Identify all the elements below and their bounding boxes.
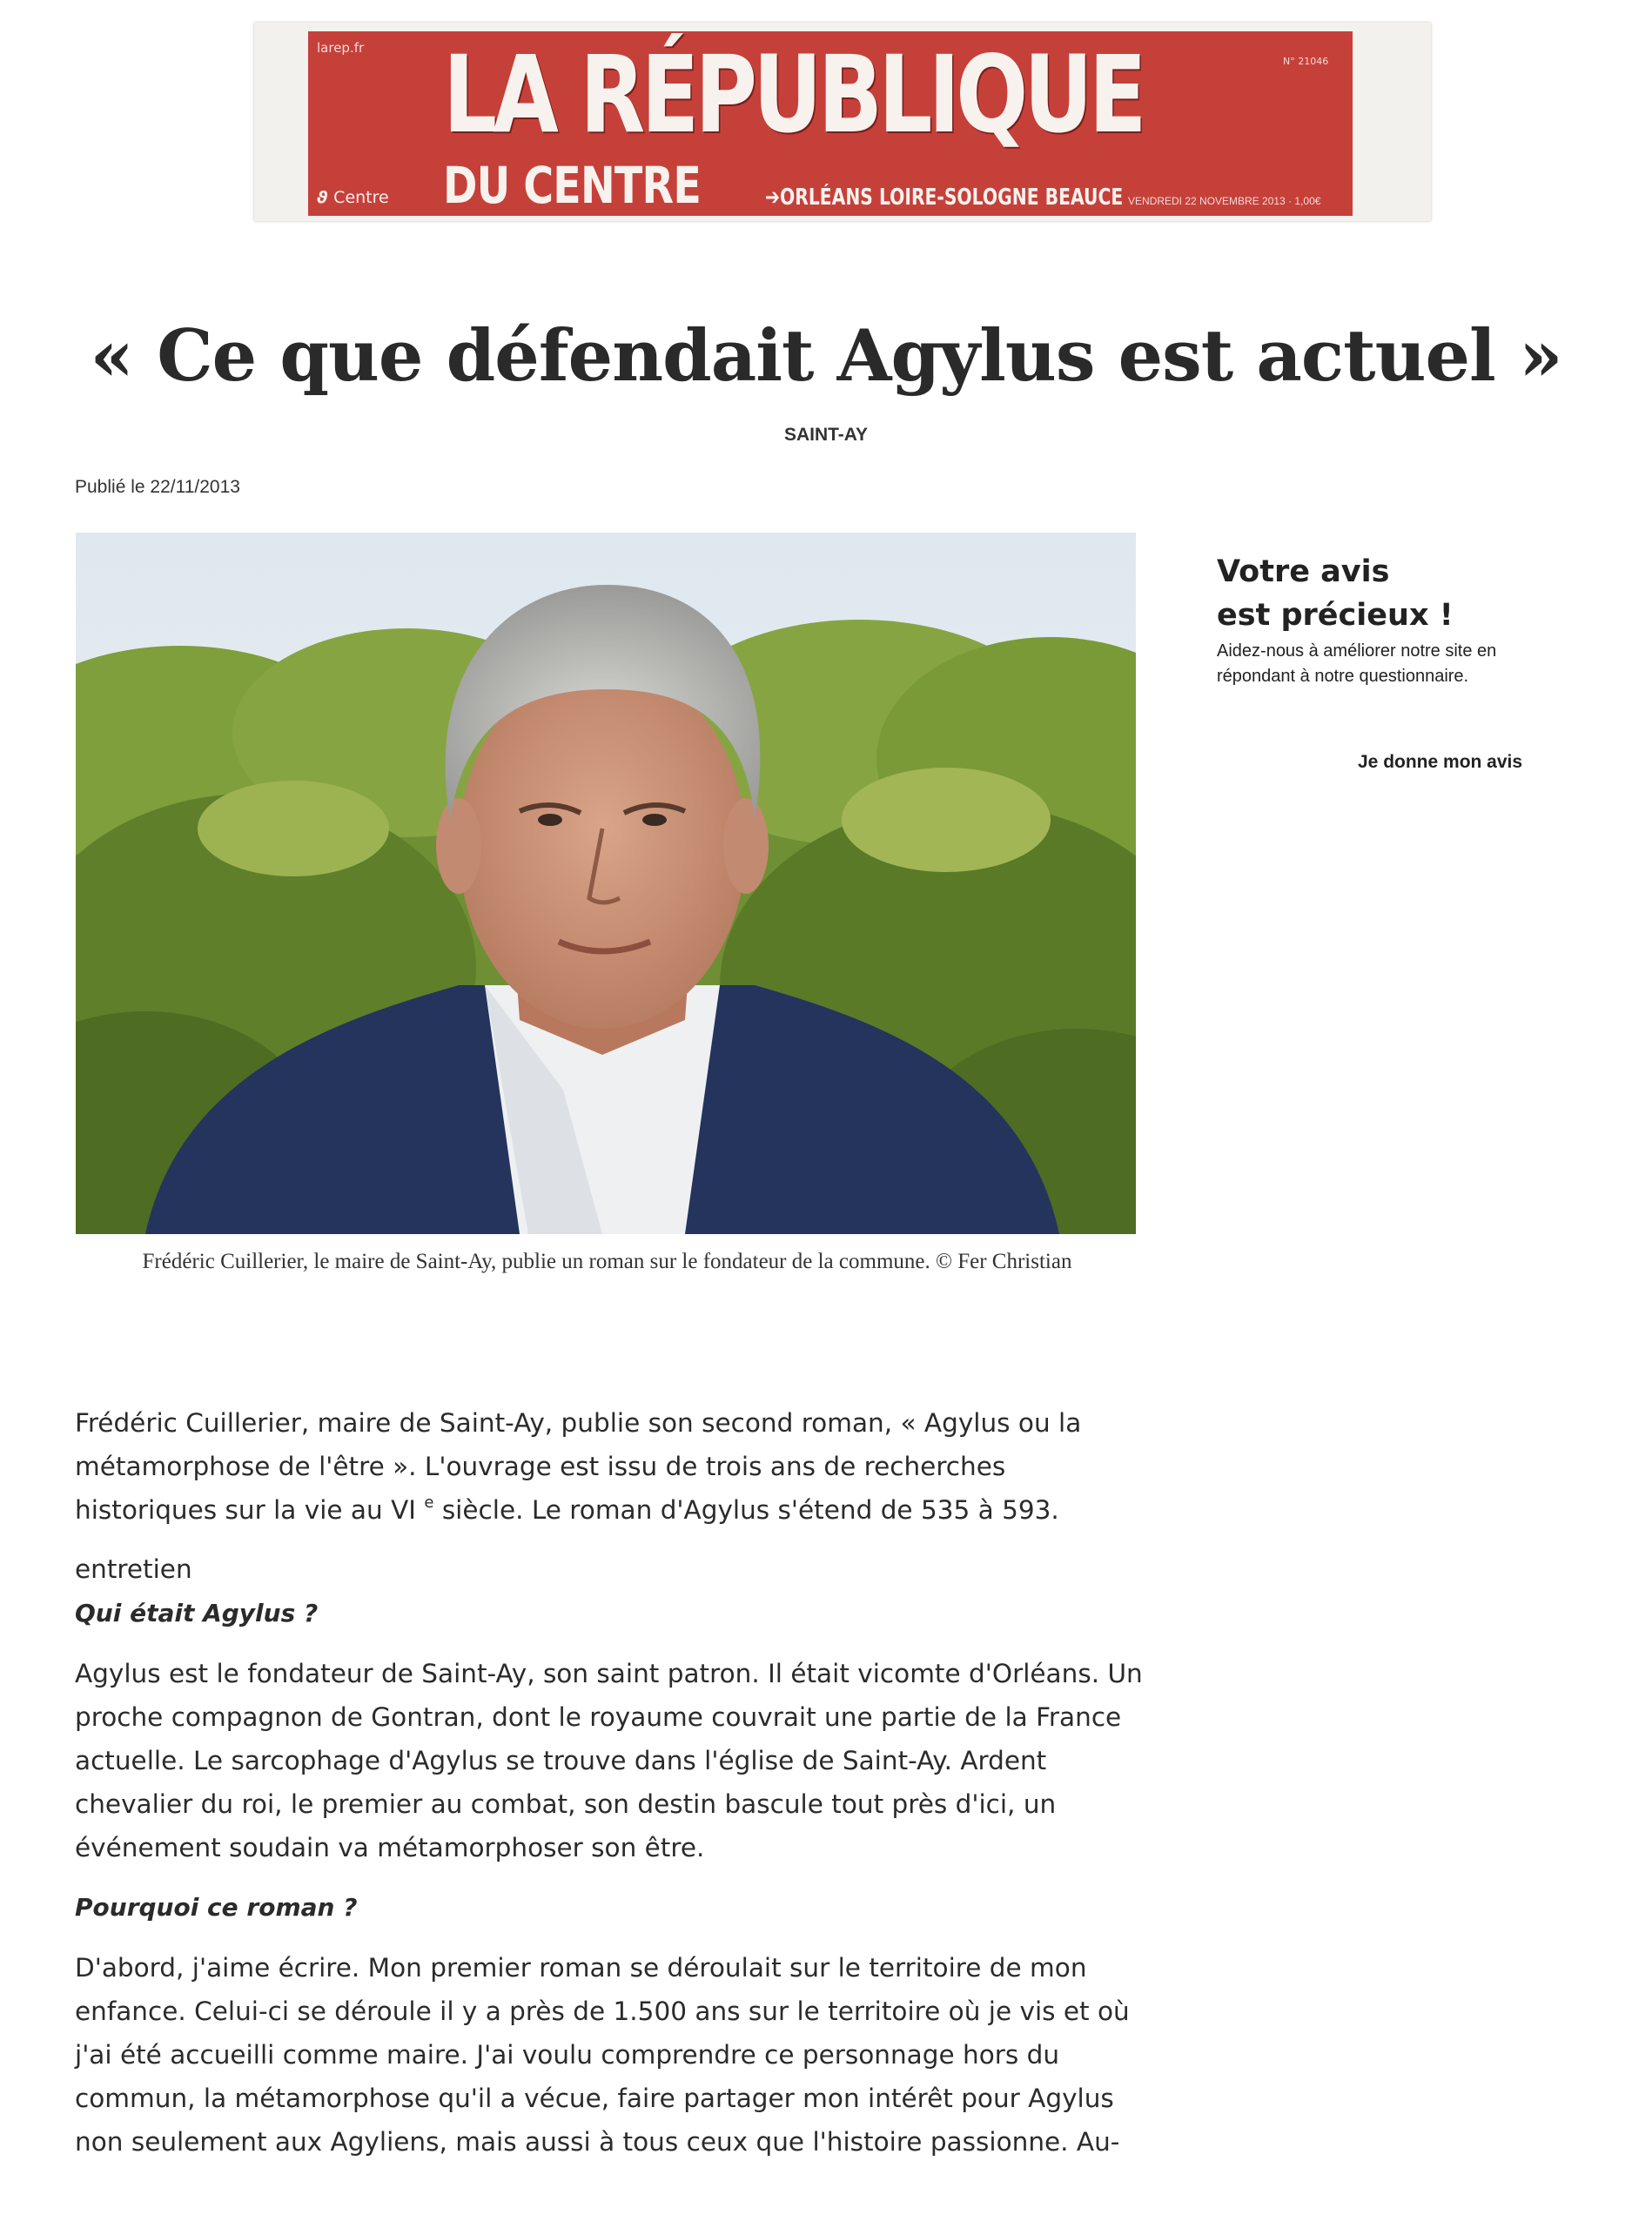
answer-1: Agylus est le fondateur de Saint-Ay, son saint patron. Il était vicomte d'Orléans. Un proche compagnon de Gontran, dont le royaume couvrait une partie de la France actuelle. Le sarcophage d'Agylus se trouve dans l'église de Saint-Ay. Ardent chevalier du roi, le premier au combat, son destin bascule tout près d'ici, un événement soudain va métamorphoser son être. (75, 1659, 1143, 1862)
masthead-subtitle: DU CENTRE (443, 156, 702, 215)
masthead-title: LA RÉPUBLIQUE (443, 33, 1143, 157)
feedback-link[interactable]: Je donne mon avis (1358, 752, 1523, 772)
publish-date: Publié le 22/11/2013 (75, 477, 240, 497)
question-1: Qui était Agylus ? (75, 1599, 319, 1627)
section-label: entretien (75, 1554, 192, 1584)
feedback-title: Votre avis est précieux ! (1217, 554, 1454, 633)
masthead-date: VENDREDI 22 NOVEMBRE 2013 · 1,00€ (1128, 195, 1321, 207)
masthead-banner (308, 31, 1353, 216)
brand-logo-icon: ϑ (317, 188, 334, 207)
article-location: SAINT-AY (783, 425, 869, 445)
masthead-brand: ϑ Centre (317, 188, 389, 207)
article-headline: « Ce que défendait Agylus est actuel » (90, 315, 1562, 398)
masthead-region: ➔ORLÉANS LOIRE-SOLOGNE BEAUCE (765, 185, 1124, 211)
feedback-text: Aidez-nous à améliorer notre site en répondant à notre questionnaire. (1217, 641, 1497, 686)
masthead-site: larep.fr (317, 40, 365, 56)
masthead-issue: N° 21046 (1283, 56, 1329, 67)
question-2: Pourquoi ce roman ? (75, 1893, 358, 1922)
answer-2: D'abord, j'aime écrire. Mon premier roman se déroulait sur le territoire de mon enfance. Celui-ci se déroule il y a près de 1.500 ans sur le territoire où je vis et où j'ai été accueilli comme maire. J'ai voulu comprendre ce personnage hors du commun, la métamorphose qu'il a vécue, faire partager mon intérêt pour Agylus non seulement aux Agyliens, mais aussi à tous ceux que l'histoire passionne. Au- (75, 1953, 1130, 2157)
photo-caption: Frédéric Cuillerier, le maire de Saint-Ay, publie un roman sur le fondateur de la commune. © Fer Christian (142, 1250, 1072, 1273)
intro-paragraph: Frédéric Cuillerier, maire de Saint-Ay, publie son second roman, « Agylus ou la métamorphose de l'être ». L'ouvrage est issu de trois ans de recherches historiques sur la vie au VI $^e$ siècle. Le roman d'Agylus s'étend de 535 à 593. (75, 1408, 1082, 1525)
newspaper-masthead (254, 23, 1431, 221)
article-photo (76, 533, 1136, 1234)
